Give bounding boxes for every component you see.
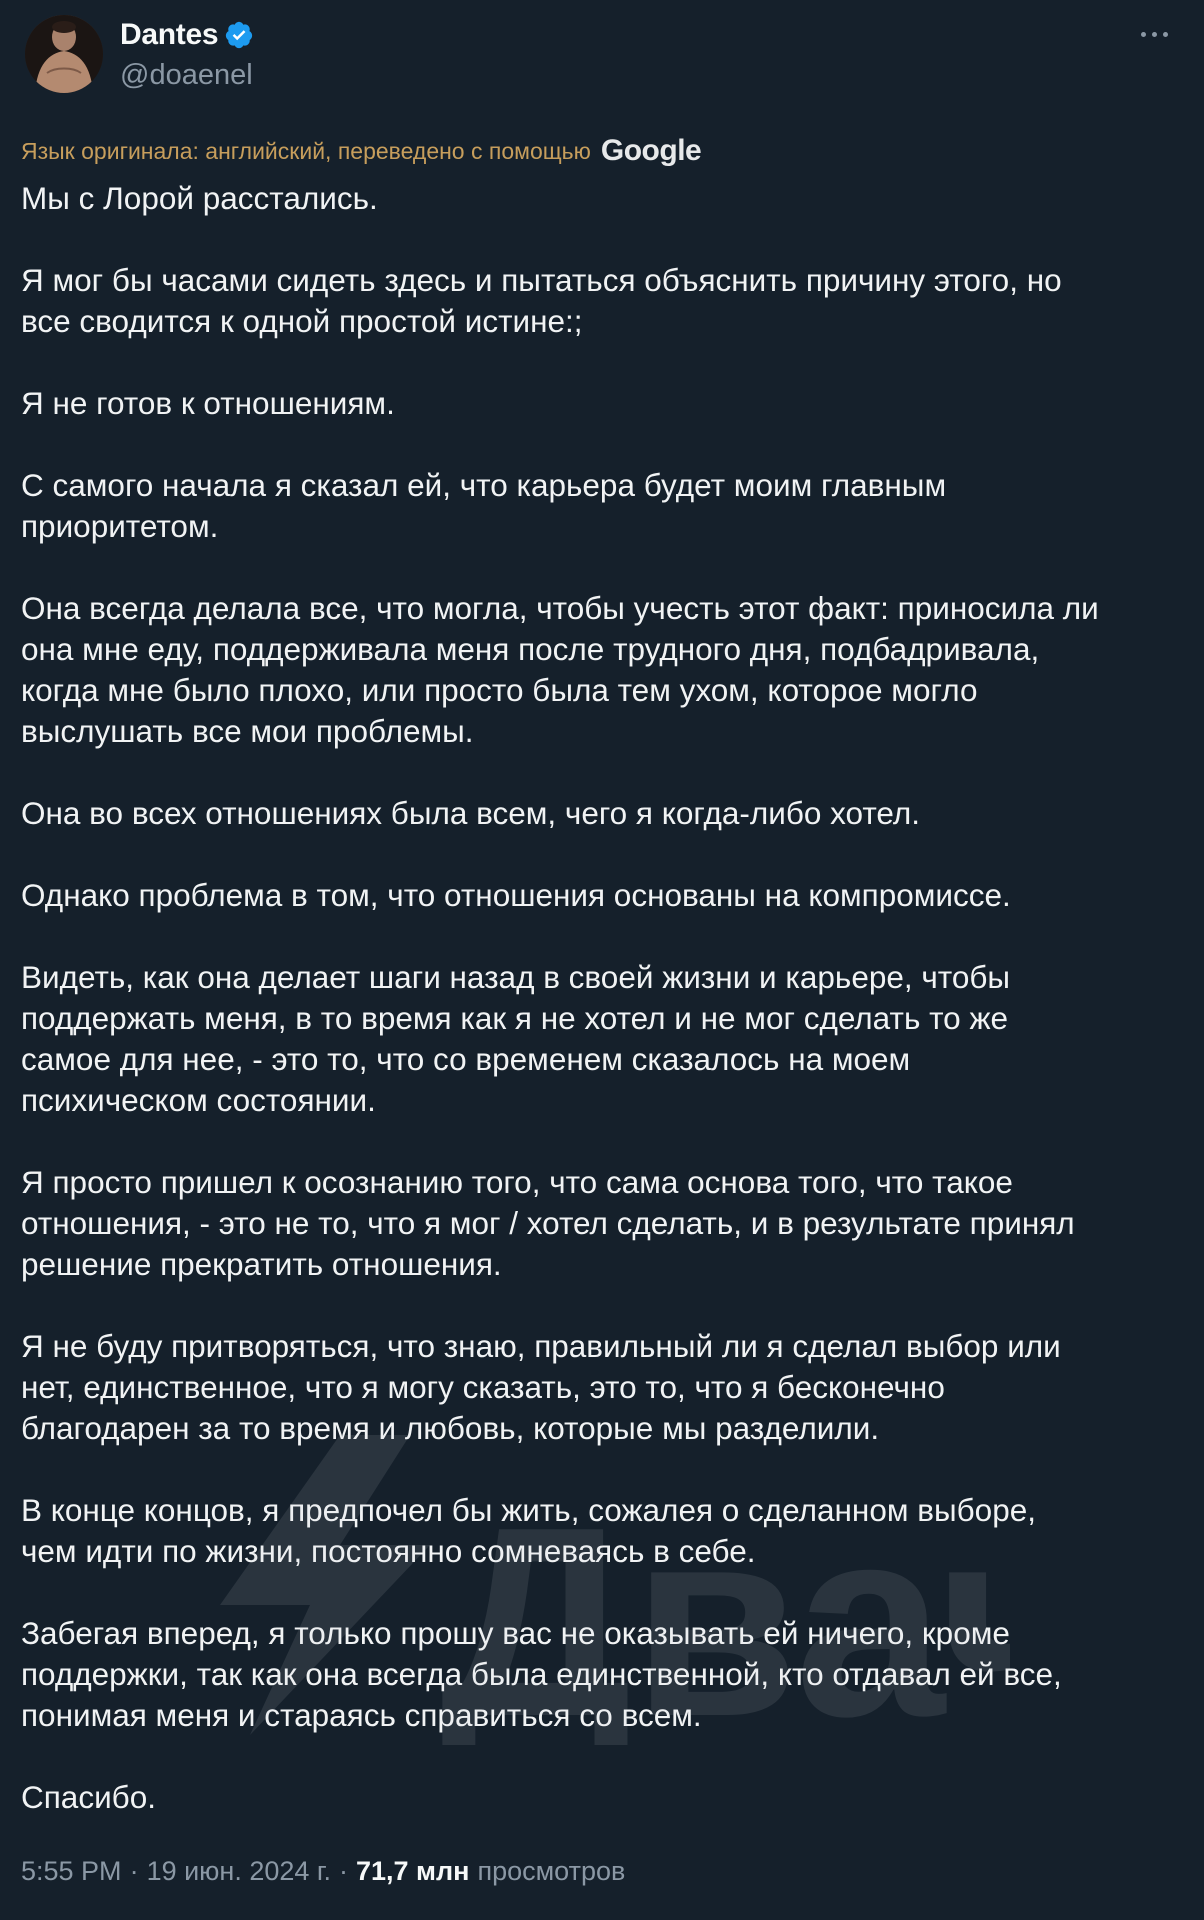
tweet-time[interactable]: 5:55 PM [21,1856,122,1886]
more-options-button[interactable] [1132,18,1176,50]
view-label: просмотров [477,1856,626,1886]
avatar[interactable] [25,15,103,93]
tweet-paragraph: Спасибо. [21,1779,156,1815]
tweet-paragraph: Она всегда делала все, что могла, чтобы учесть этот факт: приносила ли она мне еду, поддерживала меня после трудного дня, подбадривала, когда мне было плохо, или просто была тем ухом, которое могло выслушать все мои проблемы. [21,590,1099,749]
tweet-date[interactable]: 19 июн. 2024 г. [146,1856,331,1886]
tweet-paragraph: Мы с Лорой расстались. [21,180,378,216]
tweet-paragraph: Видеть, как она делает шаги назад в своей жизни и карьере, чтобы поддержать меня, в то время как я не хотел и не мог сделать то же самое для нее, - это то, что со временем сказалось на моем психическом состоянии. [21,959,1011,1118]
tweet-paragraph: Я мог бы часами сидеть здесь и пытаться объяснить причину этого, но все сводится к одной простой истине:; [21,262,1062,339]
author-name-row[interactable] [120,18,254,52]
more-options-icon [1152,32,1157,37]
translation-note[interactable]: Язык оригинала: английский, переведено с помощью [21,137,591,164]
avatar-image [25,15,103,93]
author-display-name[interactable]: Dantes [120,18,219,51]
tweet-paragraph: Она во всех отношениях была всем, чего я когда-либо хотел. [21,795,921,831]
tweet-text [21,178,1191,1818]
tweet-meta [21,1856,625,1887]
translation-row [21,134,701,168]
verified-badge-icon[interactable] [224,20,254,50]
more-options-icon [1163,32,1168,37]
watermark-text: Два [440,1472,939,1745]
tweet-paragraph: Я просто пришел к осознанию того, что сама основа того, что такое отношения, - это не то, что я мог / хотел сделать, и в результате принял решение прекратить отношения. [21,1164,1075,1282]
tweet-paragraph: Однако проблема в том, что отношения основаны на компромиссе. [21,877,1011,913]
tweet-paragraph: В конце концов, я предпочел бы жить, сожалея о сделанном выборе, чем идти по жизни, постоянно сомневаясь в себе. [21,1492,1036,1569]
tweet-paragraph: С самого начала я сказал ей, что карьера будет моим главным приоритетом. [21,467,947,544]
tweet-paragraph: Я не готов к отношениям. [21,385,395,421]
tweet-paragraph: Забегая вперед, я только прошу вас не оказывать ей ничего, кроме поддержки, так как она всегда была единственной, кто отдавал ей все, понимая меня и стараясь справиться со всем. [21,1615,1062,1733]
view-count[interactable]: 71,7 млн [355,1856,470,1886]
meta-separator: · [129,1856,139,1886]
google-logo: Google [600,134,702,167]
more-options-icon [1141,32,1146,37]
tweet-paragraph: Я не буду притворяться, что знаю, правильный ли я сделал выбор или нет, единственное, что я могу сказать, это то, что я бесконечно благодарен за то время и любовь, которые мы разделили. [21,1328,1061,1446]
author-handle[interactable]: @doaenel [120,59,253,91]
meta-separator: · [338,1856,348,1886]
